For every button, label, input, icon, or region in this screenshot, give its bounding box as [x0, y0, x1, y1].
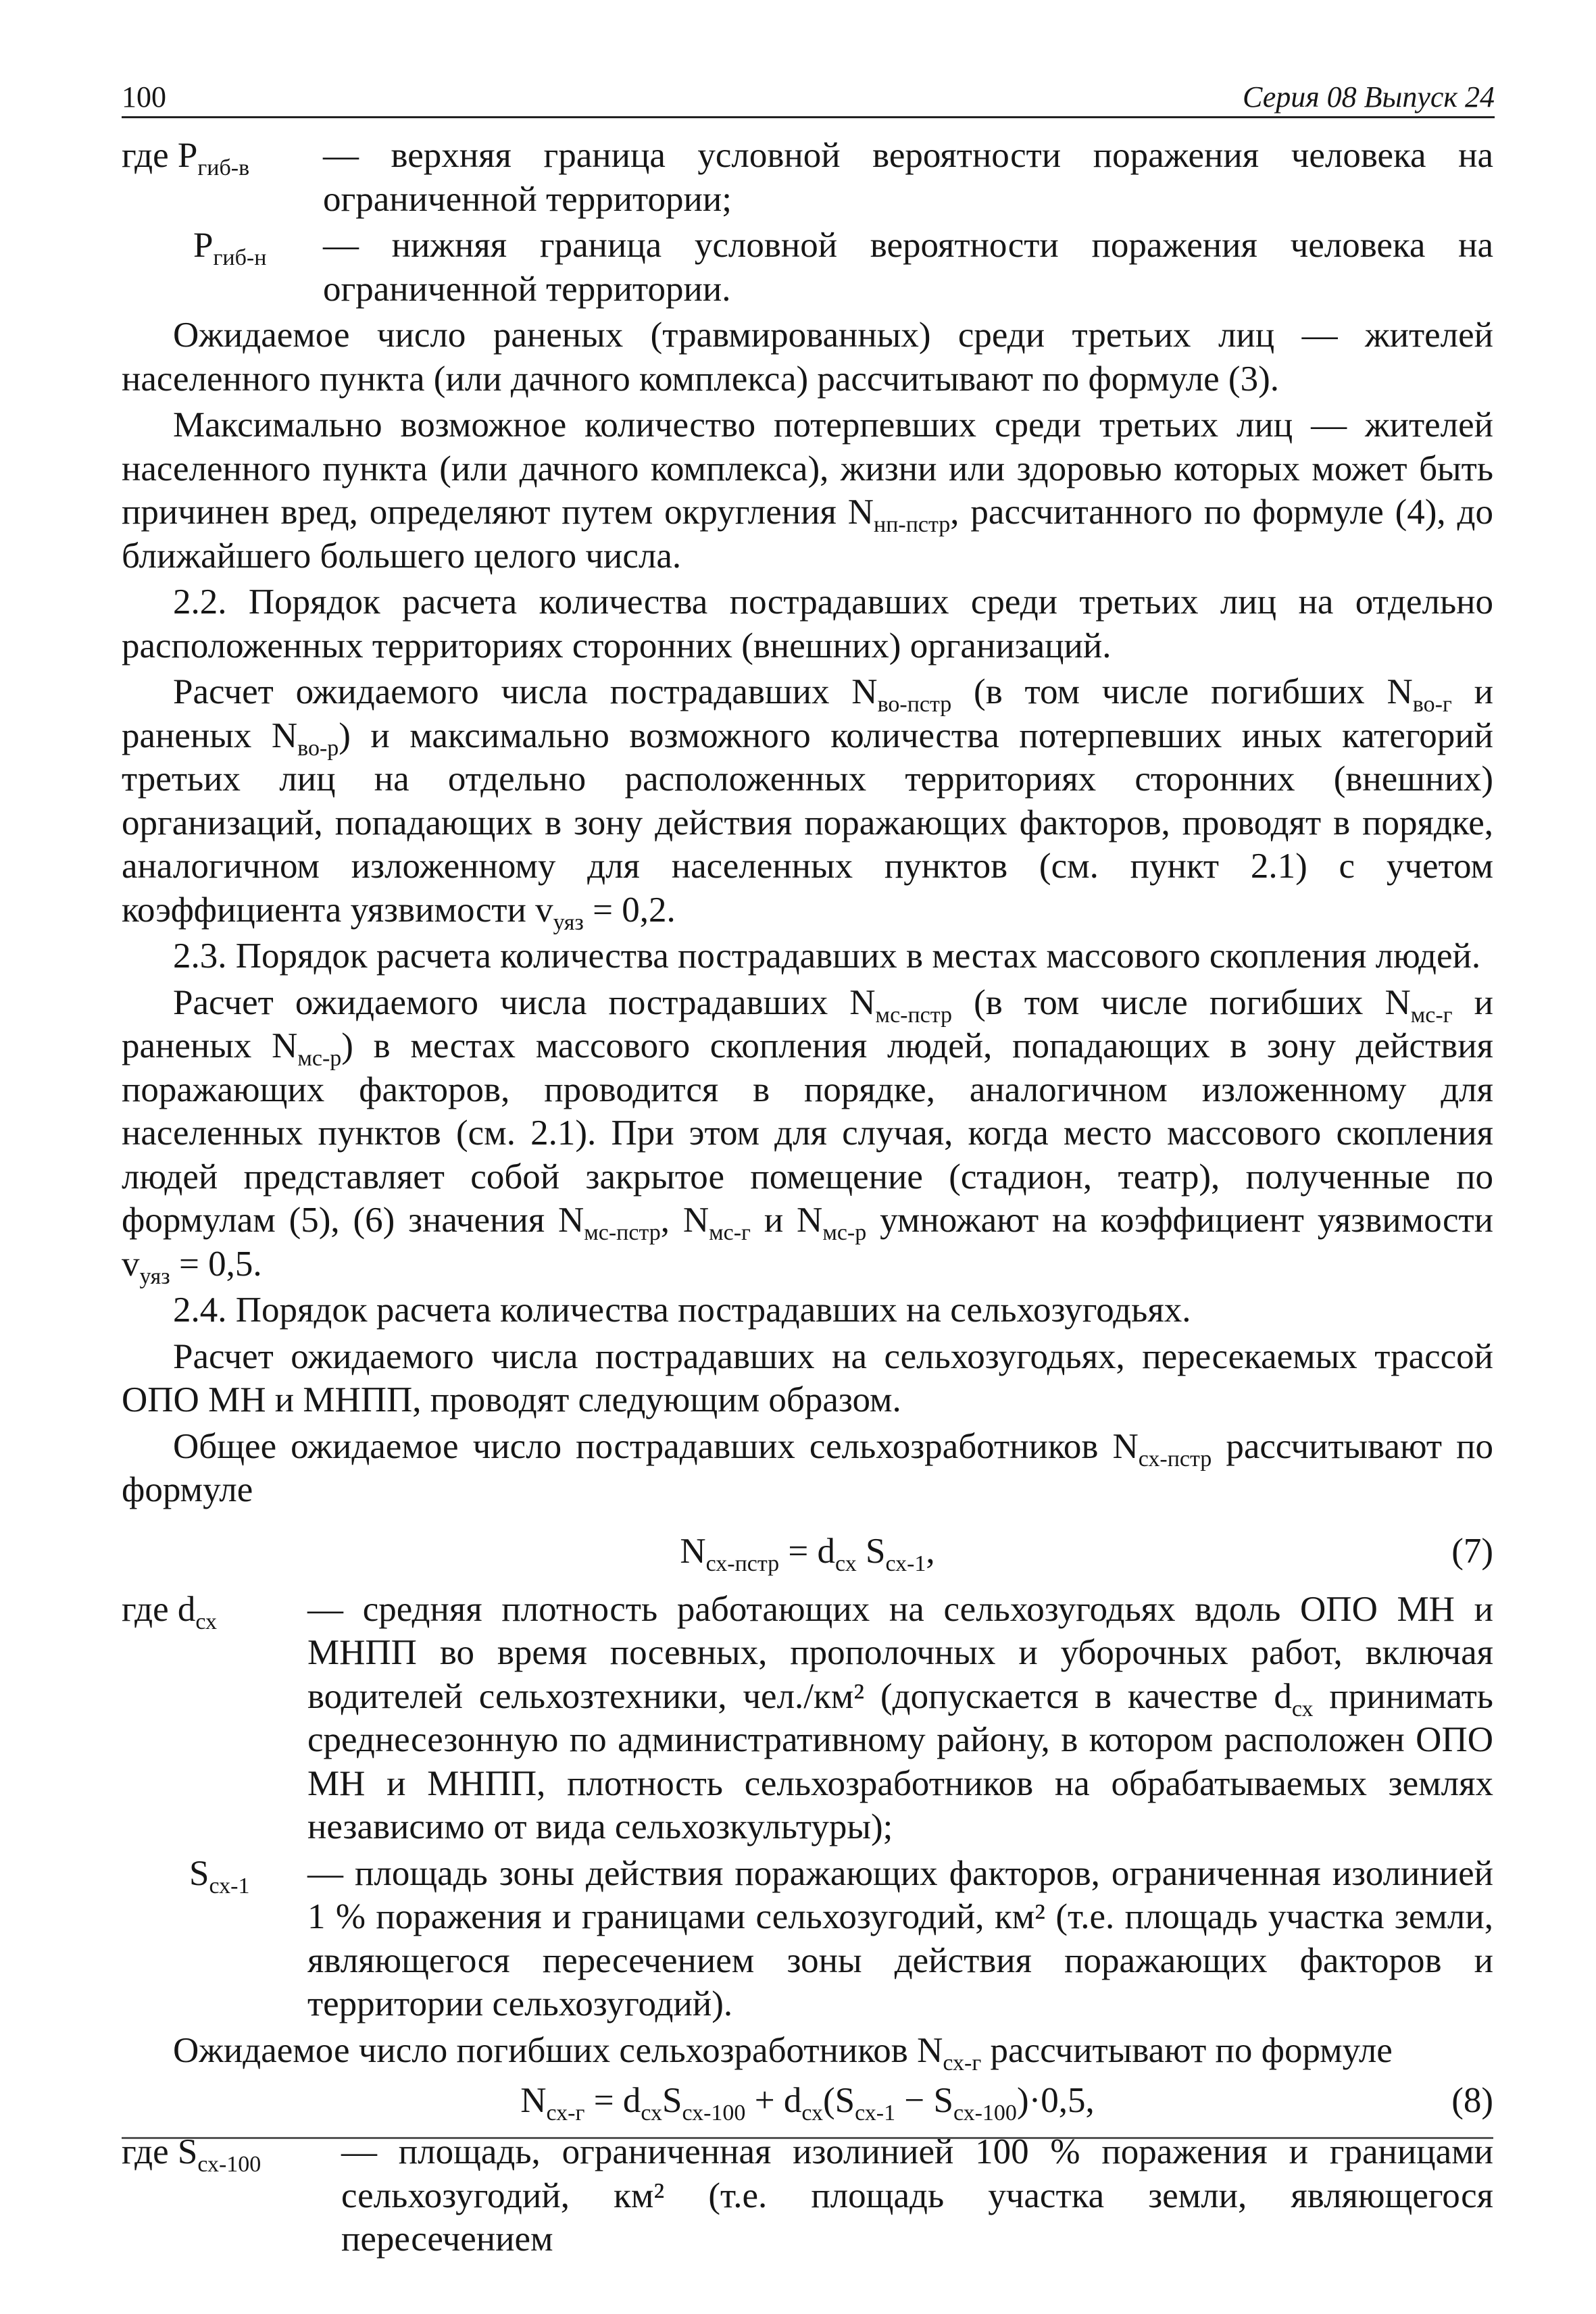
term-label: где S: [122, 2132, 198, 2171]
equation-7: [122, 1530, 1493, 1574]
formula-7: $N_{сх-пстр} = d_{сх}$ $S_{сх-1}$,: [680, 1531, 935, 1576]
term-label: где d: [122, 1589, 196, 1629]
definition-text: — площадь зоны действия поражающих факторов, ограниченная изолинией 1 % поражения и границами сельхозугодий, км² (т.е. площадь участка земли, являющегося пересечением зоны действия поражающих факторов и территории сельхозугодий).: [307, 1853, 1493, 2023]
term-label: S: [189, 1853, 209, 1893]
equation-8: [122, 2079, 1493, 2126]
paragraph-dead: Ожидаемое число погибших сельхозработников $N_{сх-г}$ рассчитывают по формуле: [173, 2030, 1393, 2076]
equation-number: (8): [1451, 2081, 1493, 2120]
definition-p-gib-n: $P_{гиб-н}$ — нижняя граница условной вероятности поражения человека на ограниченной территории.: [122, 224, 1493, 311]
page-header: [122, 78, 1495, 118]
page-body: [122, 134, 1493, 2264]
term-label: где P: [122, 136, 198, 175]
definition-text: — площадь, ограниченная изолинией 100 % поражения и границами сельхозугодий, км² (т.е. площадь участка земли, являющегося пересечением: [341, 2132, 1493, 2259]
equation-number: (7): [1451, 1531, 1493, 1571]
section-heading-2-3: 2.3. Порядок расчета количества пострадавших в местах массового скопления людей.: [173, 936, 1481, 976]
definition-s-sx-1: $S_{сх-1}$ — площадь зоны действия поражающих факторов, ограниченная изолинией 1 % поражения и границами сельхозугодий, км² (т.е. площадь участка земли, являющегося пересечением зоны действия поражающих факторов и территории сельхозугодий).: [122, 1852, 1493, 2026]
paragraph-injured: Ожидаемое число раненых (травмированных) среди третьих лиц — жителей населенного пункта (или дачного комплекса) рассчитывают по формуле (3).: [122, 316, 1493, 399]
definition-p-gib-v: где $P_{гиб-в}$ — верхняя граница условной вероятности поражения человека на ограниченной территории;: [122, 134, 1493, 221]
series-label: Серия 08 Выпуск 24: [1243, 80, 1495, 114]
definition-s-sx-100: где $S_{сх-100}$ — площадь, ограниченная изолинией 100 % поражения и границами сельхозугодий, км² (т.е. площадь участка земли, являющегося пересечением: [122, 2130, 1493, 2261]
paragraph-max-victims: Максимально возможное количество потерпевших среди третьих лиц — жителей населенного пункта (или дачного комплекса), жизни или здоровью которых может быть причинен вред, определяют путем округления $N_{нп-пстр}$, рассчитанного по формуле (4), до ближайшего большего целого числа.: [122, 405, 1493, 576]
definition-text: — средняя плотность работающих на сельхозугодьях вдоль ОПО МН и МНПП во время посевных, прополочных и уборочных работ, включая водителей сельхозтехники, чел./км² (допускается в качестве $d_{сх}$ принимать среднесезонную по административному району, в котором расположен ОПО МН и МНПП, плотность сельхозработников на обрабатываемых землях независимо от вида сельхозкультуры);: [307, 1589, 1493, 1846]
definition-text: — нижняя граница условной вероятности поражения человека на ограниченной территории.: [323, 226, 1493, 309]
paragraph-total-victims: Общее ожидаемое число пострадавших сельхозработников $N_{сх-пстр}$ рассчитывают по формуле: [122, 1426, 1493, 1509]
footnote-divider: [122, 2137, 1493, 2139]
page-number: 100: [122, 80, 166, 114]
definition-d-sx: где $d_{сх}$ — средняя плотность работающих на сельхозугодьях вдоль ОПО МН и МНПП во время посевных, прополочных и уборочных работ, включая водителей сельхозтехники, чел./км² (допускается в качестве $d_{сх}$ принимать среднесезонную по административному району, в котором расположен ОПО МН и МНПП, плотность сельхозработников на обрабатываемых землях независимо от вида сельхозкультуры);: [122, 1588, 1493, 1849]
paragraph-2-4: Расчет ожидаемого числа пострадавших на сельхозугодьях, пересекаемых трассой ОПО МН и МНПП, проводят следующим образом.: [122, 1336, 1493, 1419]
section-heading-2-4: 2.4. Порядок расчета количества пострадавших на сельхозугодьях.: [173, 1290, 1191, 1330]
section-heading-2-2: 2.2. Порядок расчета количества пострадавших среди третьих лиц на отдельно расположенных территориях сторонних (внешних) организаций.: [122, 582, 1493, 665]
paragraph-2-2: Расчет ожидаемого числа пострадавших $N_{во-пстр}$ (в том числе погибших $N_{во-г}$ и раненых $N_{во-р}$) и максимально возможного количества потерпевших иных категорий третьих лиц на отдельно расположенных территориях сторонних (внешних) организаций, попадающих в зону действия поражающих факторов, проводят в порядке, аналогичном изложенному для населенных пунктов (см. пункт 2.1) с учетом коэффициента уязвимости $v_{уяз} = 0,2$.: [122, 672, 1493, 935]
term-label: P: [193, 226, 214, 265]
formula-8: $N_{сх-г} = d_{сх}S_{сх-100} + d_{сх}(S_{сх-1} - S_{сх-100})\cdot 0,5$,: [520, 2081, 1095, 2126]
definition-text: — верхняя граница условной вероятности поражения человека на ограниченной территории;: [323, 136, 1493, 219]
paragraph-2-3: Расчет ожидаемого числа пострадавших $N_{мс-пстр}$ (в том числе погибших $N_{мс-г}$ и раненых $N_{мс-р}$) в местах массового скопления людей, попадающих в зону действия поражающих факторов, проводится в порядке, аналогичном изложенному для населенных пунктов (см. 2.1). При этом для случая, когда место массового скопления людей представляет собой закрытое помещение (стадион, театр), полученные по формулам (5), (6) значения $N_{мс-пстр}$, $N_{мс-г}$ и $N_{мс-р}$ умножают на коэффициент уязвимости $v_{уяз} = 0,5$.: [122, 982, 1494, 1289]
